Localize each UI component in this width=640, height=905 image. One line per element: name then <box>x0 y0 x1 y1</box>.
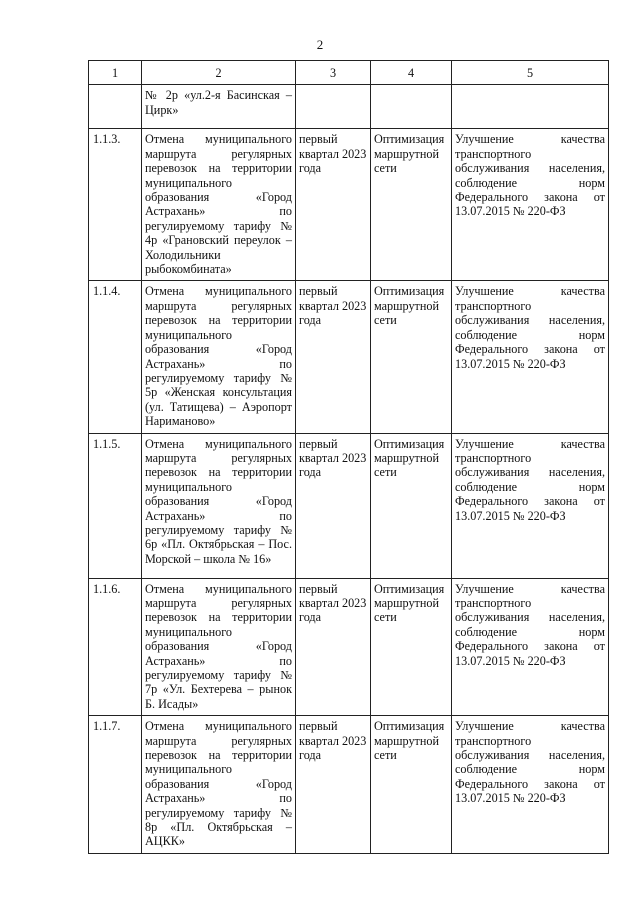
row-description: Отмена муниципального маршрута регулярных перевозок на территории муниципального образования «Город Астрахань» по регулируемому тарифу № 8р «Пл. Октябрьская – АЦКК» <box>142 716 296 854</box>
row-goal: Оптимизация маршрутной сети <box>371 281 452 433</box>
row-goal: Оптимизация маршрутной сети <box>371 716 452 854</box>
row-period: первый квартал 2023 года <box>296 281 371 433</box>
row-goal: Оптимизация маршрутной сети <box>371 129 452 281</box>
measures-table <box>88 60 609 854</box>
row-number: 1.1.4. <box>89 281 142 433</box>
row-goal: Оптимизация маршрутной сети <box>371 433 452 578</box>
row-period: первый квартал 2023 года <box>296 578 371 716</box>
row-result: Улучшение качества транспортного обслуживания населения, соблюдение норм Федерального закона от 13.07.2015 № 220-ФЗ <box>452 433 609 578</box>
row-period: первый квартал 2023 года <box>296 129 371 281</box>
row-description: Отмена муниципального маршрута регулярных перевозок на территории муниципального образования «Город Астрахань» по регулируемому тарифу № 5р «Женская консультация (ул. Татищева) – Аэропорт Нариманово» <box>142 281 296 433</box>
table-row <box>89 716 609 854</box>
continuation-goal-cell <box>371 85 452 129</box>
table-row <box>89 129 609 281</box>
row-period: первый квартал 2023 года <box>296 433 371 578</box>
continuation-num-cell <box>89 85 142 129</box>
row-number: 1.1.6. <box>89 578 142 716</box>
row-result: Улучшение качества транспортного обслуживания населения, соблюдение норм Федерального закона от 13.07.2015 № 220-ФЗ <box>452 578 609 716</box>
continuation-period-cell <box>296 85 371 129</box>
continuation-row <box>89 85 609 129</box>
row-period: первый квартал 2023 года <box>296 716 371 854</box>
table-row <box>89 578 609 716</box>
header-col-3: 3 <box>296 61 371 85</box>
table-row <box>89 281 609 433</box>
row-goal: Оптимизация маршрутной сети <box>371 578 452 716</box>
row-description: Отмена муниципального маршрута регулярных перевозок на территории муниципального образования «Город Астрахань» по регулируемому тарифу № 4р «Грановский переулок – Холодильники рыбокомбината» <box>142 129 296 281</box>
row-description: Отмена муниципального маршрута регулярных перевозок на территории муниципального образования «Город Астрахань» по регулируемому тарифу № 7р «Ул. Бехтерева – рынок Б. Исады» <box>142 578 296 716</box>
row-result: Улучшение качества транспортного обслуживания населения, соблюдение норм Федерального закона от 13.07.2015 № 220-ФЗ <box>452 129 609 281</box>
row-description: Отмена муниципального маршрута регулярных перевозок на территории муниципального образования «Город Астрахань» по регулируемому тарифу № 6р «Пл. Октябрьская – Пос. Морской – школа № 16» <box>142 433 296 578</box>
row-number: 1.1.3. <box>89 129 142 281</box>
row-result: Улучшение качества транспортного обслуживания населения, соблюдение норм Федерального закона от 13.07.2015 № 220-ФЗ <box>452 281 609 433</box>
continuation-result-cell <box>452 85 609 129</box>
row-number: 1.1.5. <box>89 433 142 578</box>
page-number: 2 <box>316 37 324 52</box>
header-col-5: 5 <box>452 61 609 85</box>
header-col-4: 4 <box>371 61 452 85</box>
continuation-desc-cell: № 2р «ул.2-я Басинская – Цирк» <box>142 85 296 129</box>
header-row <box>89 61 609 85</box>
header-col-1: 1 <box>89 61 142 85</box>
table-row <box>89 433 609 578</box>
header-col-2: 2 <box>142 61 296 85</box>
row-number: 1.1.7. <box>89 716 142 854</box>
row-result: Улучшение качества транспортного обслуживания населения, соблюдение норм Федерального закона от 13.07.2015 № 220-ФЗ <box>452 716 609 854</box>
